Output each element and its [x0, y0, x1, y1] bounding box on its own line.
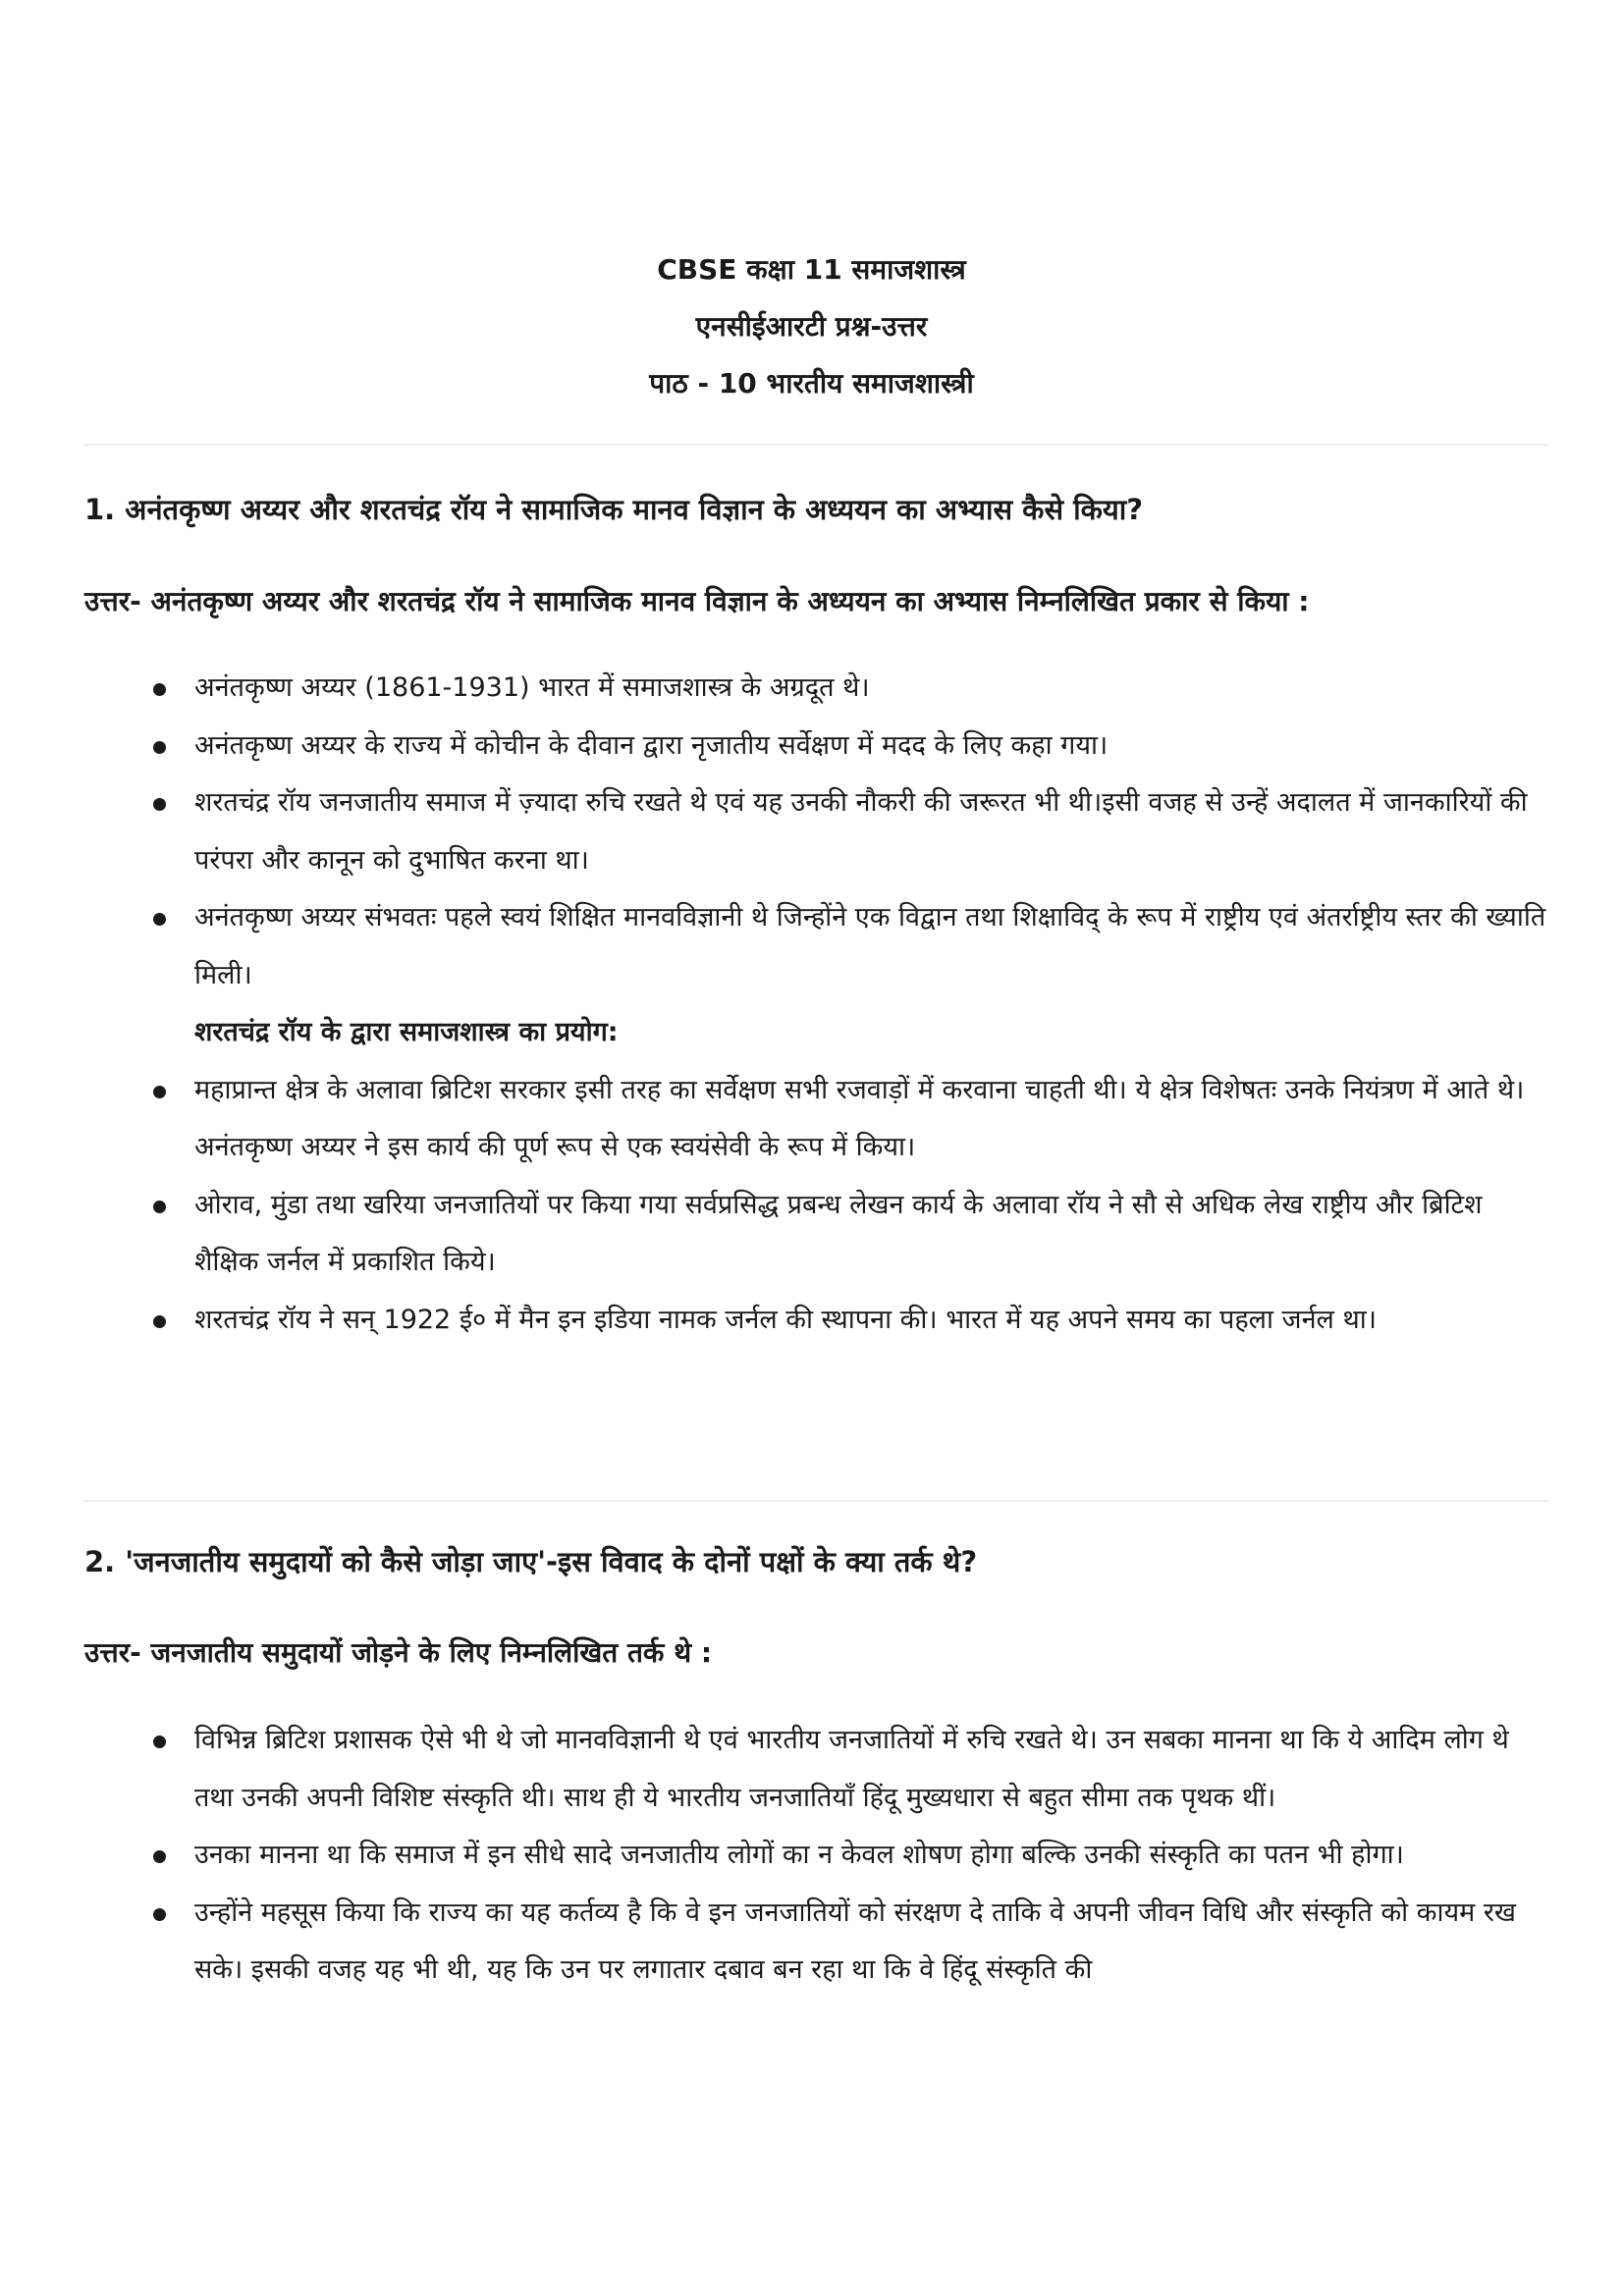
- list-continuation: अनंतकृष्ण अय्यर ने इस कार्य की पूर्ण रूप से एक स्वयंसेवी के रूप में किया।: [194, 1132, 916, 1162]
- bullet-icon: [153, 1086, 166, 1098]
- header-title: CBSE कक्षा 11 समाजशास्त्र: [657, 253, 966, 286]
- list-item: उनका मानना था कि समाज में इन सीधे सादे जनजातीय लोगों का न केवल शोषण होगा बल्कि उनकी संस्कृति का पतन भी होगा।: [194, 1827, 1549, 1885]
- answer-2-list: [194, 1712, 1549, 2000]
- list-item: ओराव, मुंडा तथा खरिया जनजातियों पर किया गया सर्वप्रसिद्ध प्रबन्ध लेखन कार्य के अलावा रॉय ने सौ से अधिक लेख राष्ट्रीय और ब्रिटिश शैक्षिक जर्नल में प्रकाशित किये।: [194, 1177, 1549, 1292]
- list-item: शरतचंद्र रॉय ने सन् 1922 ई० में मैन इन इडिया नामक जर्नल की स्थापना की। भारत में यह अपने समय का पहला जर्नल था।: [194, 1292, 1549, 1350]
- header-chapter: पाठ - 10 भारतीय समाजशास्त्री: [649, 367, 974, 400]
- bullet-icon: [153, 741, 166, 754]
- document-header: [0, 241, 1623, 412]
- bullet-icon: [153, 1850, 166, 1863]
- bullet-icon: [153, 1201, 166, 1213]
- answer-1-list: [194, 660, 1549, 1349]
- header-subtitle: एनसीईआरटी प्रश्न-उत्तर: [695, 310, 928, 343]
- bullet-icon: [153, 1735, 166, 1748]
- question-1: 1. अनंतकृष्ण अय्यर और शरतचंद्र रॉय ने सामाजिक मानव विज्ञान के अध्ययन का अभ्यास कैसे किया?: [84, 493, 1144, 526]
- question-2: 2. 'जनजातीय समुदायों को कैसे जोड़ा जाए'-इस विवाद के दोनों पक्षों के क्या तर्क थे?: [84, 1545, 978, 1578]
- bullet-icon: [153, 913, 166, 926]
- bullet-icon: [153, 683, 166, 696]
- answer-2-intro: उत्तर- जनजातीय समुदायों जोड़ने के लिए निम्नलिखित तर्क थे :: [84, 1636, 713, 1669]
- list-subheading-row: [194, 1004, 1549, 1062]
- list-item: अनंतकृष्ण अय्यर के राज्य में कोचीन के दीवान द्वारा नृजातीय सर्वेक्षण में मदद के लिए कहा गया।: [194, 718, 1549, 775]
- list-item: उन्होंने महसूस किया कि राज्य का यह कर्तव्य है कि वे इन जनजातियों को संरक्षण दे ताकि वे अपनी जीवन विधि और संस्कृति को कायम रख सके। इसकी वजह यह भी थी, यह कि उन पर लगातार दबाव बन रहा था कि वे हिंदू संस्कृति की: [194, 1885, 1549, 2000]
- list-item: शरतचंद्र रॉय जनजातीय समाज में ज़्यादा रुचि रखते थे एवं यह उनकी नौकरी की जरूरत भी थी।इसी वजह से उन्हें अदालत में जानकारियों की परंपरा और कानून को दुभाषित करना था।: [194, 774, 1549, 889]
- list-item: विभिन्न ब्रिटिश प्रशासक ऐसे भी थे जो मानवविज्ञानी थे एवं भारतीय जनजातियों में रुचि रखते थे। उन सबका मानना था कि ये आदिम लोग थे तथा उनकी अपनी विशिष्ट संस्कृति थी। साथ ही ये भारतीय जनजातियाँ हिंदू मुख्यधारा से बहुत सीमा तक पृथक थीं।: [194, 1712, 1549, 1827]
- bullet-icon: [153, 1315, 166, 1328]
- list-subheading: शरतचंद्र रॉय के द्वारा समाजशास्त्र का प्रयोग:: [194, 1017, 619, 1047]
- list-item: अनंतकृष्ण अय्यर (1861-1931) भारत में समाजशास्त्र के अग्रदूत थे।: [194, 660, 1549, 718]
- list-item: अनंतकृष्ण अय्यर संभवतः पहले स्वयं शिक्षित मानवविज्ञानी थे जिन्होंने एक विद्वान तथा शिक्षाविद् के रूप में राष्ट्रीय एवं अंतर्राष्ट्रीय स्तर की ख्याति मिली।: [194, 889, 1549, 1004]
- list-item: महाप्रान्त क्षेत्र के अलावा ब्रिटिश सरकार इसी तरह का सर्वेक्षण सभी रजवाड़ों में करवाना चाहती थी। ये क्षेत्र विशेषतः उनके नियंत्रण में आते थे। अनंतकृष्ण अय्यर ने इस कार्य की पूर्ण रूप से एक स्वयंसेवी के रूप में किया।: [194, 1062, 1549, 1177]
- divider: [84, 1500, 1547, 1502]
- bullet-icon: [153, 798, 166, 811]
- bullet-icon: [153, 1908, 166, 1921]
- divider: [84, 444, 1547, 446]
- answer-1-intro: उत्तर- अनंतकृष्ण अय्यर और शरतचंद्र रॉय ने सामाजिक मानव विज्ञान के अध्ययन का अभ्यास निम्नलिखित प्रकार से किया :: [84, 585, 1310, 617]
